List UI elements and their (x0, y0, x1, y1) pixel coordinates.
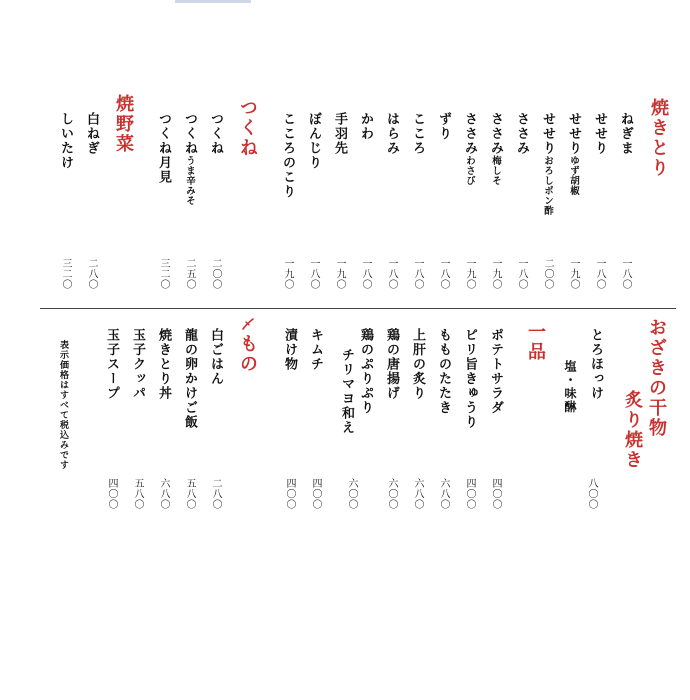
menu-item-price: 一八〇 (620, 258, 631, 290)
menu-item-name-main: せせり (540, 112, 555, 156)
top-edge-bar (175, 0, 251, 3)
mono-heading: もの (237, 334, 258, 374)
menu-item-price: 二〇〇 (542, 258, 553, 290)
menu-item-flavor: ゆず胡椒 (568, 155, 579, 196)
menu-item-name: 龍の卵かけご飯 (182, 328, 197, 430)
menu-item-name: ささみ (514, 112, 529, 156)
menu-item-name (567, 112, 580, 196)
menu-item-name: 玉子クッパ (130, 328, 145, 401)
menu-item-price: 四〇〇 (490, 478, 501, 510)
menu-item-name: ねぎま (618, 112, 633, 156)
menu-item-flavor: うま辛みそ (184, 155, 195, 206)
menu-item-price: 一九〇 (490, 258, 501, 290)
menu-item-price: 五八〇 (184, 478, 195, 510)
menu-item-name: 手羽先 (332, 112, 347, 156)
section-divider (40, 308, 676, 309)
menu-item-price: 一九〇 (334, 258, 345, 290)
brush-stroke-icon (241, 317, 255, 331)
menu-item-price: 二五〇 (184, 258, 195, 290)
menu-item-name: 鶏の唐揚げ (384, 328, 399, 401)
menu-item-name: かわ (358, 112, 373, 141)
menu-item-price: 三二〇 (60, 258, 71, 290)
menu-item-flavor: 梅しそ (490, 155, 501, 186)
menu-item-price: 一九〇 (464, 258, 475, 290)
menu-item-price: 一九〇 (568, 258, 579, 290)
ozaki-himono-heading: おざきの干物 (646, 318, 667, 438)
menu-item-name: 鶏のぷりぷり (358, 328, 373, 415)
menu-item-price: 二八〇 (210, 478, 221, 510)
menu-item-price: 六八〇 (158, 478, 169, 510)
tsukune-heading: つくね (237, 98, 258, 158)
menu-item-price: 三二〇 (158, 258, 169, 290)
menu-item-name: つくね (208, 112, 223, 156)
menu-item-price: 一八〇 (308, 258, 319, 290)
tax-included-note: 表示価格はすべて税込みです (58, 340, 68, 470)
menu-item-name: 上肝の炙り (410, 328, 425, 401)
menu-item-price: 八〇〇 (586, 478, 597, 510)
menu-item-price: 四〇〇 (284, 478, 295, 510)
menu-item-flavor: おろしポン酢 (542, 155, 553, 216)
menu-item-name: せせり (592, 112, 607, 156)
yakitori-heading: 焼きとり (648, 98, 669, 178)
menu-item-name: しいたけ (58, 112, 73, 170)
menu-item-name: はらみ (384, 112, 399, 156)
menu-item-name: もものたたき (436, 328, 451, 415)
menu-item-name (541, 112, 554, 216)
menu-item-price: 四〇〇 (310, 478, 321, 510)
menu-item-name-main: つくね (182, 112, 197, 156)
menu-item-price: 一八〇 (594, 258, 605, 290)
yaki-yasai-heading: 焼野菜 (113, 94, 134, 154)
menu-item-price: 二〇〇 (210, 258, 221, 290)
menu-item-price: 一九〇 (282, 258, 293, 290)
menu-item-name: ずり (436, 112, 451, 141)
menu-item-name: ぼんじり (306, 112, 321, 170)
aburi-yaki-heading: 炙り焼き (622, 390, 643, 470)
menu-item-price: 四〇〇 (464, 478, 475, 510)
ippin-heading: 一品 (525, 322, 546, 362)
menu-item-name: ポテトサラダ (488, 328, 503, 415)
menu-item-note: 塩・味醂 (563, 360, 577, 414)
menu-item-price: 一八〇 (412, 258, 423, 290)
menu-item-flavor: わさび (464, 155, 475, 186)
menu-item-name: 白ごはん (208, 328, 223, 386)
menu-item-price: 六〇〇 (386, 478, 397, 510)
menu-item-name (489, 112, 502, 186)
menu-item-price: 一八〇 (438, 258, 449, 290)
menu-item-name: キムチ (308, 328, 323, 372)
menu-item-name: とろほっけ (588, 328, 603, 401)
menu-item-price: 二八〇 (86, 258, 97, 290)
menu-item-price: 五八〇 (132, 478, 143, 510)
menu-item-name-main: ささみ (488, 112, 503, 156)
menu-item-price: 六八〇 (412, 478, 423, 510)
menu-item-name: 焼きとり丼 (156, 328, 171, 401)
menu-item-price: 一八〇 (360, 258, 371, 290)
menu-item-price: 四〇〇 (106, 478, 117, 510)
menu-item-name: こころのこり (280, 112, 295, 199)
menu-item-name-line2: チリマヨ和え (339, 348, 354, 435)
menu-item-name: こころ (410, 112, 425, 156)
menu-item-name-main: ささみ (462, 112, 477, 156)
menu-item-price: 一八〇 (386, 258, 397, 290)
menu-item-name: 白ねぎ (84, 112, 99, 156)
menu-item-name: つくね月見 (156, 112, 171, 185)
menu-item-name: ピリ旨きゅうり (462, 328, 477, 430)
menu-item-name (183, 112, 196, 206)
menu-item-name-main: せせり (566, 112, 581, 156)
menu-item-name: 漬け物 (282, 328, 297, 372)
menu-item-price: 六八〇 (438, 478, 449, 510)
menu-item-name (463, 112, 476, 186)
menu-item-price: 六〇〇 (346, 478, 357, 510)
menu-item-price: 一八〇 (516, 258, 527, 290)
menu-item-name: 玉子スープ (104, 328, 119, 401)
